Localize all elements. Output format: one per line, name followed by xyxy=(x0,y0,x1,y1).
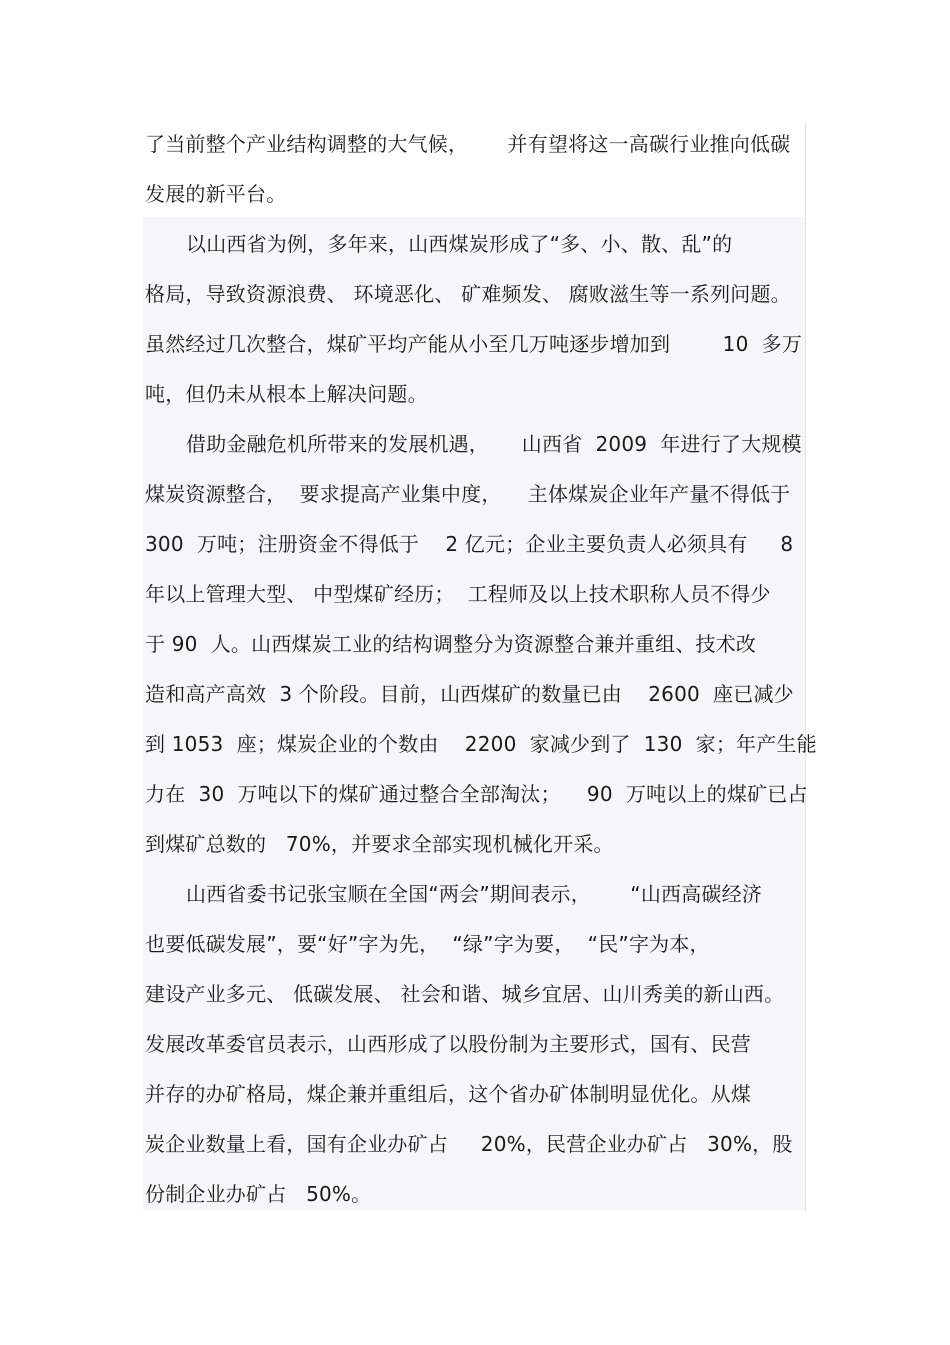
text-line: 年以上管理大型、 中型煤矿经历； 工程师及以上技术职称人员不得少 xyxy=(145,582,771,606)
text-line: 了当前整个产业结构调整的大气候， 并有望将这一高碳行业推向低碳 xyxy=(145,132,791,156)
text-line: 力在 30 万吨以下的煤矿通过整合全部淘汰； 90 万吨以上的煤矿已占 xyxy=(145,782,808,806)
text-line: 到 1053 座；煤炭企业的个数由 2200 家减少到了 130 家；年产生能 xyxy=(145,732,817,756)
paragraph-start: 山西省委书记张宝顺在全国“两会”期间表示， “山西高碳经济 xyxy=(186,882,763,906)
text-line: 并存的办矿格局，煤企兼并重组后，这个省办矿体制明显优化。从煤 xyxy=(145,1082,751,1106)
text-line: 吨，但仍未从根本上解决问题。 xyxy=(145,382,428,406)
text-line: 炭企业数量上看，国有企业办矿占 20%，民营企业办矿占 30%，股 xyxy=(145,1132,793,1156)
paragraph-start: 借助金融危机所带来的发展机遇， 山西省 2009 年进行了大规模 xyxy=(186,432,802,456)
right-margin-rule xyxy=(805,122,806,1212)
text-line: 也要低碳发展”，要“好”字为先， “绿”字为要， “民”字为本， xyxy=(145,932,710,956)
text-line: 于 90 人。山西煤炭工业的结构调整分为资源整合兼并重组、技术改 xyxy=(145,632,757,656)
text-line: 格局，导致资源浪费、 环境恶化、 矿难频发、 腐败滋生等一系列问题。 xyxy=(145,282,791,306)
text-line: 虽然经过几次整合，煤矿平均产能从小至几万吨逐步增加到 10 多万 xyxy=(145,332,803,356)
text-line: 到煤矿总数的 70%，并要求全部实现机械化开采。 xyxy=(145,832,614,856)
text-line: 300 万吨；注册资金不得低于 2 亿元；企业主要负责人必须具有 8 xyxy=(145,532,794,556)
text-line: 煤炭资源整合， 要求提高产业集中度， 主体煤炭企业年产量不得低于 xyxy=(145,482,791,506)
text-line: 造和高产高效 3 个阶段。目前，山西煤矿的数量已由 2600 座已减少 xyxy=(145,682,794,706)
text-line: 发展改革委官员表示，山西形成了以股份制为主要形式，国有、民营 xyxy=(145,1032,751,1056)
text-line: 发展的新平台。 xyxy=(145,182,287,206)
text-line: 建设产业多元、 低碳发展、 社会和谐、城乡宜居、山川秀美的新山西。 xyxy=(145,982,785,1006)
paragraph-start: 以山西省为例，多年来，山西煤炭形成了“多、小、散、乱”的 xyxy=(186,232,733,256)
text-line: 份制企业办矿占 50%。 xyxy=(145,1182,372,1206)
text-block-tinted xyxy=(143,217,806,1210)
